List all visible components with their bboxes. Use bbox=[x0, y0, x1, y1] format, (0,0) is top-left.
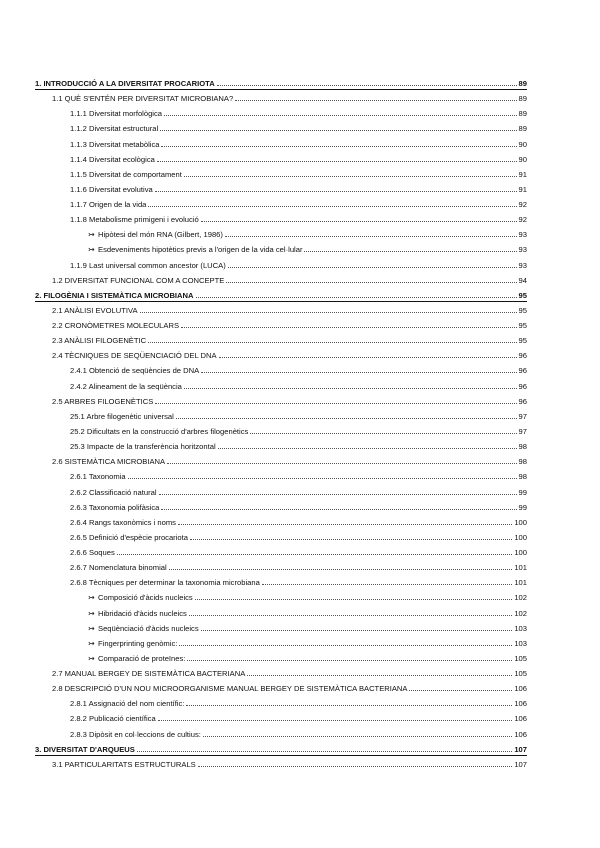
toc-entry-page: 96 bbox=[518, 366, 527, 376]
toc-entry[interactable] bbox=[52, 679, 527, 693]
toc-entry[interactable] bbox=[70, 543, 527, 557]
dot-leader bbox=[201, 221, 517, 222]
toc-entry-page: 107 bbox=[514, 744, 527, 754]
toc-entry-label: 2. FILOGÈNIA I SISTEMÀTICA MICROBIANA bbox=[35, 290, 194, 300]
toc-entry-page: 100 bbox=[514, 517, 527, 527]
dot-leader bbox=[160, 130, 516, 131]
toc-entry[interactable] bbox=[70, 180, 527, 194]
dot-leader bbox=[148, 342, 516, 343]
arrow-bullet-icon: ↣ bbox=[88, 593, 95, 603]
toc-entry[interactable] bbox=[52, 346, 527, 360]
toc-entry-page: 89 bbox=[518, 94, 527, 104]
toc-entry-label: 2.6.3 Taxonomia polifàsica bbox=[70, 502, 160, 512]
toc-entry[interactable] bbox=[88, 240, 527, 254]
toc-entry-page: 105 bbox=[514, 653, 527, 663]
toc-entry-label: 1.1.6 Diversitat evolutiva bbox=[70, 184, 153, 194]
toc-entry[interactable] bbox=[70, 377, 527, 391]
toc-entry-page: 106 bbox=[514, 699, 527, 709]
dot-leader bbox=[226, 282, 516, 283]
chapter-underline bbox=[35, 755, 527, 756]
dot-leader bbox=[250, 433, 516, 434]
toc-entry-page: 92 bbox=[518, 215, 527, 225]
toc-entry-page: 103 bbox=[514, 623, 527, 633]
toc-entry[interactable] bbox=[88, 588, 527, 602]
toc-entry-label: 25.3 Impacte de la transferència horitzontal bbox=[70, 442, 216, 452]
toc-entry[interactable] bbox=[70, 558, 527, 572]
toc-entry[interactable] bbox=[70, 210, 527, 224]
dot-leader bbox=[195, 599, 513, 600]
toc-entry-label: 2.8.1 Assignació del nom científic: bbox=[70, 699, 185, 709]
toc-entry-label: 1.1.4 Diversitat ecològica bbox=[70, 154, 155, 164]
dot-leader bbox=[161, 146, 516, 147]
toc-entry[interactable] bbox=[70, 407, 527, 421]
toc-entry-page: 90 bbox=[518, 139, 527, 149]
toc-entry-page: 96 bbox=[518, 351, 527, 361]
toc-entry[interactable] bbox=[70, 528, 527, 542]
toc-entry-label: 2.2 CRONÒMETRES MOLECULARS bbox=[52, 321, 180, 331]
toc-entry[interactable] bbox=[70, 361, 527, 375]
toc-entry-page: 90 bbox=[518, 154, 527, 164]
toc-entry-label: 3.1 PARTICULARITATS ESTRUCTURALS bbox=[52, 759, 196, 769]
toc-entry-label: 2.4.2 Alineament de la seqüència bbox=[70, 381, 182, 391]
toc-entry-label: Hipòtesi del món RNA (Gilbert, 1986) bbox=[98, 230, 223, 240]
dot-leader bbox=[178, 524, 512, 525]
toc-entry-label: 1.1.5 Diversitat de comportament bbox=[70, 169, 182, 179]
toc-entry[interactable] bbox=[70, 483, 527, 497]
toc-entry[interactable] bbox=[70, 150, 527, 164]
toc-entry-page: 102 bbox=[514, 608, 527, 618]
toc-entry-page: 93 bbox=[518, 260, 527, 270]
dot-leader bbox=[159, 494, 517, 495]
toc-entry-label: Comparació de proteïnes: bbox=[98, 653, 186, 663]
toc-entry-page: 95 bbox=[518, 290, 527, 300]
toc-entry-label: Hibridació d'àcids nucleics bbox=[98, 608, 187, 618]
dot-leader bbox=[198, 766, 513, 767]
toc-entry-label: 2.3 ANÀLISI FILOGENÈTIC bbox=[52, 336, 147, 346]
toc-entry-page: 99 bbox=[518, 502, 527, 512]
toc-entry[interactable] bbox=[70, 437, 527, 451]
dot-leader bbox=[228, 267, 517, 268]
dot-leader bbox=[155, 403, 516, 404]
chapter-underline bbox=[35, 89, 527, 90]
chapter-underline bbox=[35, 301, 527, 302]
toc-entry-page: 89 bbox=[518, 109, 527, 119]
dot-leader bbox=[187, 660, 512, 661]
toc-entry-page: 98 bbox=[518, 457, 527, 467]
toc-entry[interactable] bbox=[70, 725, 527, 739]
dot-leader bbox=[176, 418, 517, 419]
dot-leader bbox=[203, 736, 512, 737]
toc-entry-label: 1.1.9 Last universal common ancestor (LUCA) bbox=[70, 260, 226, 270]
toc-entry-page: 99 bbox=[518, 487, 527, 497]
toc-entry[interactable] bbox=[70, 104, 527, 118]
toc-entry-page: 89 bbox=[518, 124, 527, 134]
dot-leader bbox=[140, 312, 517, 313]
dot-leader bbox=[155, 191, 517, 192]
toc-entry-page: 103 bbox=[514, 638, 527, 648]
toc-entry-label: 3. DIVERSITAT D'ARQUEUS bbox=[35, 744, 135, 754]
toc-entry-label: 2.6.8 Tècniques per determinar la taxonomia microbiana bbox=[70, 578, 260, 588]
toc-entry[interactable] bbox=[35, 740, 527, 754]
toc-entry-label: 2.6 SISTEMÀTICA MICROBIANA bbox=[52, 457, 166, 467]
dot-leader bbox=[117, 554, 513, 555]
toc-entry-page: 97 bbox=[518, 426, 527, 436]
toc-entry-page: 107 bbox=[514, 759, 527, 769]
toc-entry[interactable] bbox=[52, 89, 527, 103]
dot-leader bbox=[148, 206, 516, 207]
toc-entry-page: 95 bbox=[518, 336, 527, 346]
dot-leader bbox=[225, 236, 517, 237]
toc-entry[interactable] bbox=[88, 619, 527, 633]
toc-entry-label: 2.4 TÈCNIQUES DE SEQÜENCIACIÓ DEL DNA bbox=[52, 351, 217, 361]
toc-entry-page: 105 bbox=[514, 669, 527, 679]
dot-leader bbox=[201, 630, 513, 631]
toc-entry-label: 1.1.3 Diversitat metabòlica bbox=[70, 139, 160, 149]
dot-leader bbox=[181, 327, 517, 328]
toc-entry-label: 25.2 Dificultats en la construcció d'arbres filogenètics bbox=[70, 426, 249, 436]
dot-leader bbox=[217, 85, 517, 86]
dot-leader bbox=[128, 478, 517, 479]
dot-leader bbox=[164, 115, 517, 116]
toc-entry[interactable] bbox=[88, 604, 527, 618]
toc-entry[interactable] bbox=[52, 392, 527, 406]
toc-entry-label: 25.1 Arbre filogenètic universal bbox=[70, 411, 174, 421]
dot-leader bbox=[247, 675, 512, 676]
dot-leader bbox=[158, 720, 513, 721]
dot-leader bbox=[196, 297, 517, 298]
toc-entry-label: 1.1.2 Diversitat estructural bbox=[70, 124, 159, 134]
arrow-bullet-icon: ↣ bbox=[88, 638, 95, 648]
toc-entry-label: 2.6.4 Rangs taxonòmics i noms bbox=[70, 517, 176, 527]
toc-entry-label: 2.7 MANUAL BERGEY DE SISTEMÀTICA BACTERIANA bbox=[52, 669, 246, 679]
toc-entry-page: 106 bbox=[514, 684, 527, 694]
toc-entry[interactable] bbox=[52, 452, 527, 466]
toc-entry-page: 93 bbox=[518, 245, 527, 255]
toc-entry[interactable] bbox=[52, 331, 527, 345]
toc-entry-label: Seqüènciació d'àcids nucleics bbox=[98, 623, 199, 633]
toc-entry-page: 106 bbox=[514, 729, 527, 739]
dot-leader bbox=[190, 539, 512, 540]
toc-entry-page: 101 bbox=[514, 578, 527, 588]
toc-entry[interactable] bbox=[70, 498, 527, 512]
toc-entry[interactable] bbox=[52, 755, 527, 769]
toc-entry-page: 95 bbox=[518, 305, 527, 315]
toc-entry-label: 2.8.3 Dipòsit en col·leccions de cultius: bbox=[70, 729, 201, 739]
dot-leader bbox=[137, 751, 512, 752]
toc-entry-label: 1.1 QUÈ S'ENTÉN PER DIVERSITAT MICROBIANA? bbox=[52, 94, 234, 104]
toc-entry-label: 1.2 DIVERSITAT FUNCIONAL COM A CONCEPTE bbox=[52, 275, 225, 285]
arrow-bullet-icon: ↣ bbox=[88, 623, 95, 633]
toc-entry[interactable] bbox=[88, 225, 527, 239]
toc-entry-page: 101 bbox=[514, 563, 527, 573]
toc-entry-label: Esdeveniments hipotètics previs a l'origen de la vida cel·lular bbox=[98, 245, 303, 255]
toc-entry[interactable] bbox=[52, 301, 527, 315]
dot-leader bbox=[186, 705, 512, 706]
toc-entry-label: 2.6.2 Classificació natural bbox=[70, 487, 157, 497]
toc-entry-label: 2.8.2 Publicació científica bbox=[70, 714, 156, 724]
dot-leader bbox=[262, 584, 513, 585]
toc-entry-page: 97 bbox=[518, 411, 527, 421]
arrow-bullet-icon: ↣ bbox=[88, 608, 95, 618]
dot-leader bbox=[218, 448, 517, 449]
dot-leader bbox=[409, 690, 512, 691]
toc-entry[interactable] bbox=[70, 467, 527, 481]
dot-leader bbox=[169, 569, 513, 570]
toc-entry-page: 91 bbox=[518, 169, 527, 179]
toc-entry-label: 1.1.7 Origen de la vida bbox=[70, 200, 147, 210]
toc-entry-page: 102 bbox=[514, 593, 527, 603]
dot-leader bbox=[235, 100, 516, 101]
dot-leader bbox=[179, 645, 512, 646]
toc-entry[interactable] bbox=[88, 634, 527, 648]
toc-entry-label: 1.1.1 Diversitat morfològica bbox=[70, 109, 163, 119]
toc-entry-label: 2.6.7 Nomenclatura binomial bbox=[70, 563, 167, 573]
toc-entry-page: 106 bbox=[514, 714, 527, 724]
toc-entry-page: 95 bbox=[518, 321, 527, 331]
toc-entry[interactable] bbox=[52, 316, 527, 330]
toc-entry-label: 2.6.5 Definició d'espècie procariota bbox=[70, 532, 188, 542]
toc-entry-page: 100 bbox=[514, 532, 527, 542]
arrow-bullet-icon: ↣ bbox=[88, 245, 95, 255]
toc-entry-page: 89 bbox=[518, 79, 527, 88]
dot-leader bbox=[167, 463, 516, 464]
dot-leader bbox=[184, 388, 517, 389]
toc-entry-label: 2.6.1 Taxonomia bbox=[70, 472, 126, 482]
toc-entry[interactable] bbox=[88, 649, 527, 663]
toc-entry[interactable] bbox=[70, 694, 527, 708]
dot-leader bbox=[304, 251, 516, 252]
toc-entry-page: 100 bbox=[514, 548, 527, 558]
toc-entry[interactable] bbox=[70, 513, 527, 527]
toc-entry-page: 98 bbox=[518, 472, 527, 482]
toc-entry-label: 1.1.8 Metabolisme primigeni i evolució bbox=[70, 215, 199, 225]
dot-leader bbox=[157, 161, 517, 162]
toc-entry[interactable] bbox=[70, 709, 527, 723]
toc-entry-label: 1. INTRODUCCIÓ A LA DIVERSITAT PROCARIOTA bbox=[35, 79, 215, 88]
toc-entry-label: 2.5 ARBRES FILOGENÈTICS bbox=[52, 396, 154, 406]
toc-entry-page: 94 bbox=[518, 275, 527, 285]
toc-entry[interactable] bbox=[70, 135, 527, 149]
toc-entry-label: 2.1 ANÀLISI EVOLUTIVA bbox=[52, 305, 138, 315]
toc-entry[interactable] bbox=[35, 74, 527, 88]
toc-entry-page: 93 bbox=[518, 230, 527, 240]
toc-entry[interactable] bbox=[52, 271, 527, 285]
toc-entry[interactable] bbox=[70, 422, 527, 436]
arrow-bullet-icon: ↣ bbox=[88, 230, 95, 240]
toc-entry[interactable] bbox=[70, 573, 527, 587]
dot-leader bbox=[161, 509, 516, 510]
dot-leader bbox=[189, 615, 513, 616]
dot-leader bbox=[184, 176, 517, 177]
toc-entry[interactable] bbox=[52, 664, 527, 678]
arrow-bullet-icon: ↣ bbox=[88, 653, 95, 663]
toc-entry[interactable] bbox=[70, 119, 527, 133]
toc-entry-page: 96 bbox=[518, 396, 527, 406]
toc-entry[interactable] bbox=[70, 195, 527, 209]
toc-entry-page: 91 bbox=[518, 184, 527, 194]
toc-entry-label: Composició d'àcids nucleics bbox=[98, 593, 193, 603]
toc-entry-label: Fingerprinting genòmic: bbox=[98, 638, 178, 648]
toc-entry-page: 92 bbox=[518, 200, 527, 210]
toc-entry-page: 98 bbox=[518, 442, 527, 452]
toc-entry[interactable] bbox=[70, 256, 527, 270]
toc-entry-label: 2.4.1 Obtenció de seqüències de DNA bbox=[70, 366, 200, 376]
toc-entry-page: 96 bbox=[518, 381, 527, 391]
toc-entry-label: 2.6.6 Soques bbox=[70, 548, 115, 558]
toc-entry-label: 2.8 DESCRIPCIÓ D'UN NOU MICROORGANISME MANUAL BERGEY DE SISTEMÀTICA BACTERIANA bbox=[52, 684, 408, 694]
dot-leader bbox=[201, 372, 516, 373]
toc-entry[interactable] bbox=[70, 165, 527, 179]
dot-leader bbox=[219, 357, 517, 358]
toc-entry[interactable] bbox=[35, 286, 527, 300]
